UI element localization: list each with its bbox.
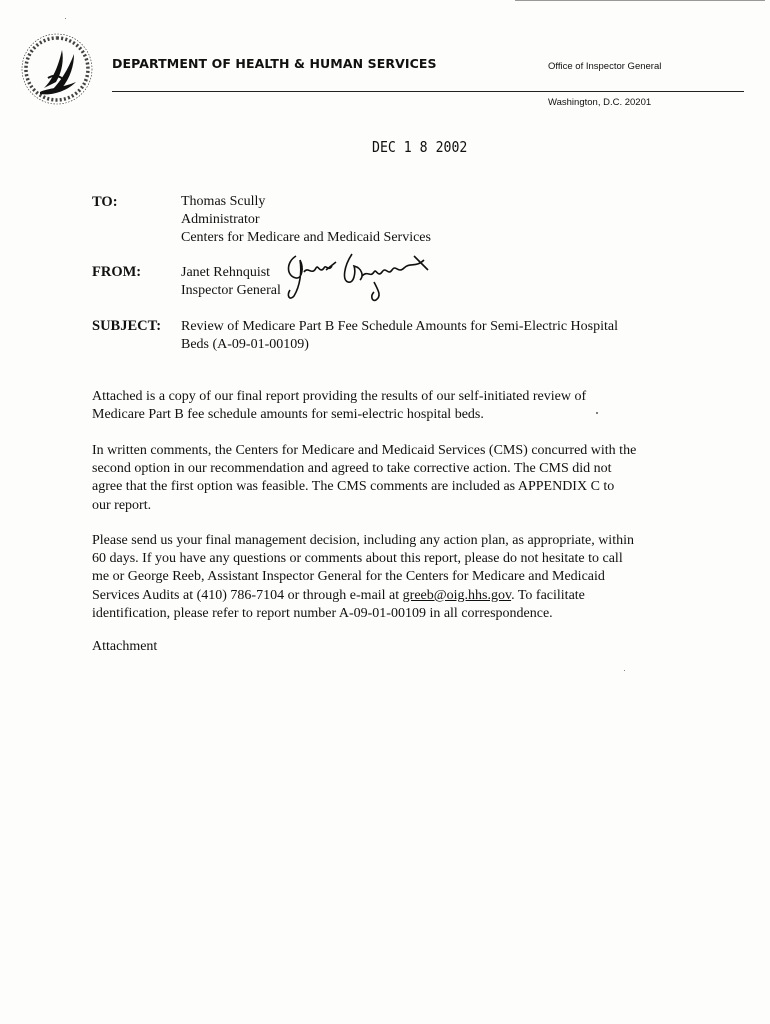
paragraph-line: Attached is a copy of our final report providing the results of our self-initiated review of (92, 389, 587, 404)
scan-edge-line (515, 0, 765, 1)
to-label: TO: (92, 194, 118, 210)
paragraph-text: Services Audits at (410) 786-7104 or through e-mail at (92, 587, 403, 603)
office-name: Office of Inspector General (548, 61, 662, 72)
subject-line: Beds (A-09-01-00109) (181, 337, 309, 352)
paragraph-2 (92, 442, 692, 515)
to-block (181, 193, 431, 247)
scan-speck (65, 18, 66, 19)
email-link[interactable]: greeb@oig.hhs.gov (402, 587, 512, 603)
scan-speck (624, 670, 625, 671)
to-line: Centers for Medicare and Medicaid Services (181, 230, 431, 245)
paragraph-line: me or George Reeb, Assistant Inspector General for the Centers for Medicare and Medicaid (92, 569, 605, 585)
paragraph-line: 60 days. If you have any questions or comments about this report, please do not hesitate to call (92, 551, 623, 567)
office-location: Washington, D.C. 20201 (548, 97, 652, 108)
paragraph-line: identification, please refer to report number A-09-01-00109 in all correspondence. (92, 605, 553, 621)
paragraph-text: . To facilitate (511, 587, 585, 603)
hhs-seal-icon (18, 30, 96, 108)
paragraph-line (92, 587, 692, 605)
paragraph-line: Please send us your final management decision, including any action plan, as appropriate, within (92, 533, 634, 548)
scan-speck (596, 412, 598, 414)
date-stamp: DEC 1 8 2002 (372, 138, 468, 156)
subject-label: SUBJECT: (92, 318, 162, 334)
from-line: Inspector General (181, 283, 281, 298)
paragraph-line: our report. (92, 497, 152, 513)
letterhead-rule (112, 91, 744, 92)
paragraph-1 (92, 388, 692, 424)
paragraph-line: second option in our recommendation and agreed to take corrective action. The CMS did not (92, 461, 612, 477)
subject-block (181, 318, 618, 354)
from-block (181, 264, 281, 300)
subject-line: Review of Medicare Part B Fee Schedule Amounts for Semi-Electric Hospital (181, 319, 619, 334)
to-line: Thomas Scully (181, 194, 266, 209)
department-name: DEPARTMENT OF HEALTH & HUMAN SERVICES (112, 56, 437, 71)
handwritten-signature (282, 246, 442, 304)
attachment-label: Attachment (92, 639, 158, 654)
from-label: FROM: (92, 264, 142, 280)
paragraph-line: Medicare Part B fee schedule amounts for semi-electric hospital beds. (92, 407, 484, 423)
paragraph-line: In written comments, the Centers for Medicare and Medicaid Services (CMS) concurred with the (92, 443, 637, 458)
paragraph-3 (92, 532, 692, 623)
to-line: Administrator (181, 212, 260, 227)
paragraph-line: agree that the first option was feasible. The CMS comments are included as APPENDIX C to (92, 479, 615, 495)
from-line: Janet Rehnquist (181, 265, 271, 280)
